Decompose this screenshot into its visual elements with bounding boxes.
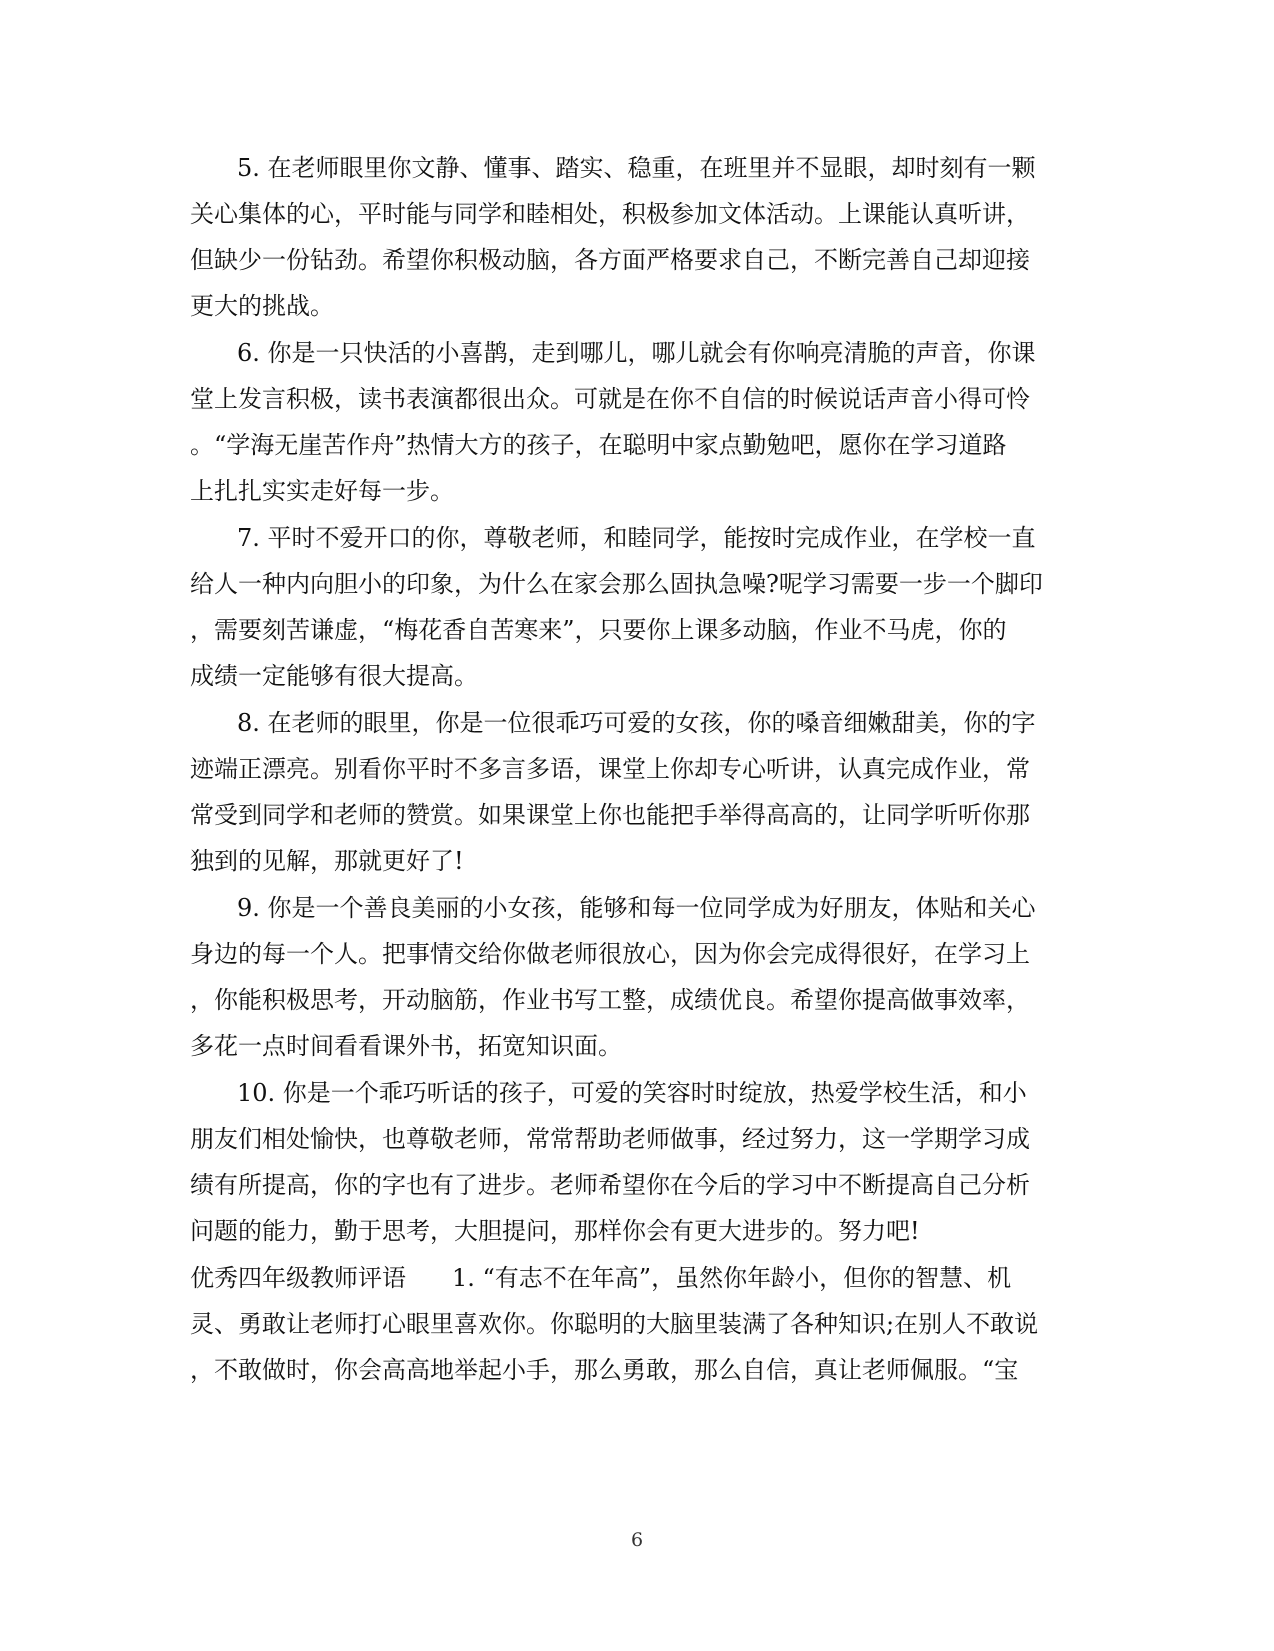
section-heading-line <box>190 1263 1011 1293</box>
section-heading: 优秀四年级教师评语 <box>190 1264 406 1292</box>
paragraph-7-line-2: 给人一种内向胆小的印象，为什么在家会那么固执急噪?呢学习需要一步一个脚印 <box>190 570 1043 598</box>
paragraph-7-line-1: 7. 平时不爱开口的你，尊敬老师，和睦同学，能按时完成作业，在学校一直 <box>237 524 1036 552</box>
paragraph-5-line-4: 更大的挑战。 <box>190 292 334 320</box>
section-item-1-line-1: 1. “有志不在年高”，虽然你年龄小，但你的智慧、机 <box>452 1264 1012 1292</box>
paragraph-6-line-4: 上扎扎实实走好每一步。 <box>190 477 454 505</box>
paragraph-5-line-1: 5. 在老师眼里你文静、懂事、踏实、稳重，在班里并不显眼，却时刻有一颗 <box>237 154 1036 182</box>
section-item-1-line-2: 灵、勇敢让老师打心眼里喜欢你。你聪明的大脑里装满了各种知识;在别人不敢说 <box>190 1310 1039 1338</box>
paragraph-10-line-3: 绩有所提高，你的字也有了进步。老师希望你在今后的学习中不断提高自己分析 <box>190 1171 1030 1199</box>
paragraph-5-line-3: 但缺少一份钻劲。希望你积极动脑，各方面严格要求自己，不断完善自己却迎接 <box>190 246 1030 274</box>
paragraph-8-line-4: 独到的见解，那就更好了! <box>190 847 464 875</box>
paragraph-6-line-3: 。“学海无崖苦作舟”热情大方的孩子，在聪明中家点勤勉吧，愿你在学习道路 <box>190 431 1007 459</box>
paragraph-5-line-2: 关心集体的心，平时能与同学和睦相处，积极参加文体活动。上课能认真听讲， <box>190 200 1030 228</box>
paragraph-9-line-4: 多花一点时间看看课外书，拓宽知识面。 <box>190 1032 622 1060</box>
paragraph-9-line-2: 身边的每一个人。把事情交给你做老师很放心，因为你会完成得很好，在学习上 <box>190 940 1030 968</box>
paragraph-7-line-3: ，需要刻苦谦虚，“梅花香自苦寒来”，只要你上课多动脑，作业不马虎，你的 <box>190 616 1007 644</box>
paragraph-9-line-3: ，你能积极思考，开动脑筋，作业书写工整，成绩优良。希望你提高做事效率， <box>190 986 1030 1014</box>
paragraph-10-line-1: 10. 你是一个乖巧听话的孩子，可爱的笑容时时绽放，热爱学校生活，和小 <box>237 1079 1027 1107</box>
paragraph-6-line-2: 堂上发言积极，读书表演都很出众。可就是在你不自信的时候说话声音小得可怜 <box>190 385 1030 413</box>
paragraph-9-line-1: 9. 你是一个善良美丽的小女孩，能够和每一位同学成为好朋友，体贴和关心 <box>237 894 1036 922</box>
paragraph-8-line-3: 常受到同学和老师的赞赏。如果课堂上你也能把手举得高高的，让同学听听你那 <box>190 801 1030 829</box>
page-number: 6 <box>630 1529 644 1551</box>
paragraph-10-line-2: 朋友们相处愉快，也尊敬老师，常常帮助老师做事，经过努力，这一学期学习成 <box>190 1125 1030 1153</box>
paragraph-7-line-4: 成绩一定能够有很大提高。 <box>190 662 478 690</box>
paragraph-8-line-1: 8. 在老师的眼里，你是一位很乖巧可爱的女孩，你的嗓音细嫩甜美，你的字 <box>237 709 1036 737</box>
paragraph-6-line-1: 6. 你是一只快活的小喜鹊，走到哪儿，哪儿就会有你响亮清脆的声音，你课 <box>237 339 1036 367</box>
section-item-1-line-3: ，不敢做时，你会高高地举起小手，那么勇敢，那么自信，真让老师佩服。“宝 <box>190 1356 1019 1384</box>
paragraph-10-line-4: 问题的能力，勤于思考，大胆提问，那样你会有更大进步的。努力吧! <box>190 1217 920 1245</box>
paragraph-8-line-2: 迹端正漂亮。别看你平时不多言多语，课堂上你却专心听讲，认真完成作业，常 <box>190 755 1030 783</box>
